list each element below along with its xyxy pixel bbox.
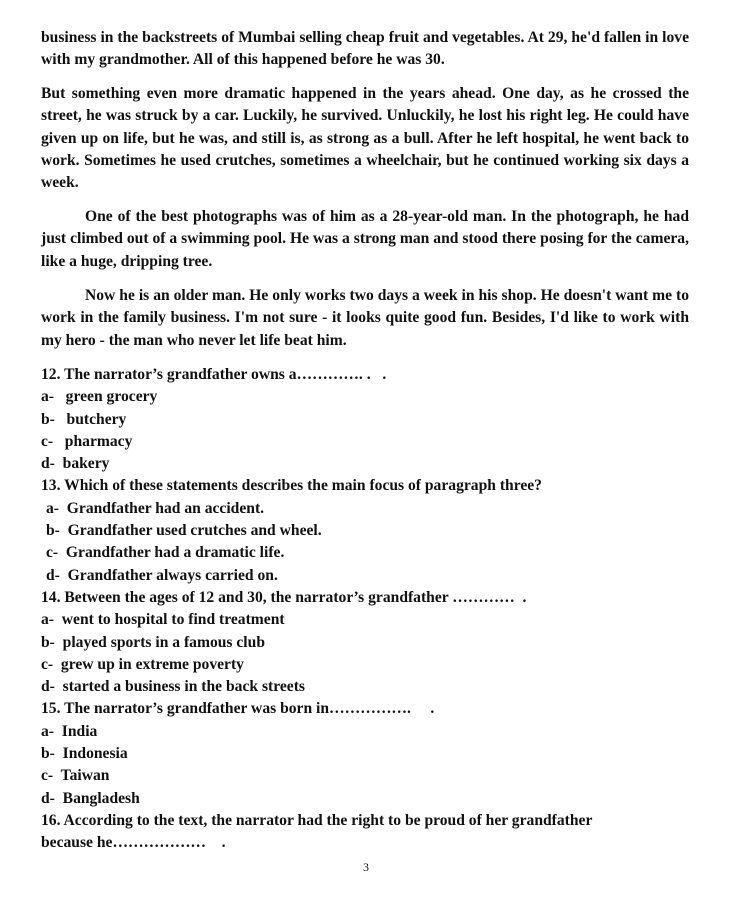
question-12-option-d: d- bakery xyxy=(41,455,110,473)
question-12-option-b: b- butchery xyxy=(41,410,127,428)
question-15-option-d: d- Bangladesh xyxy=(41,789,140,807)
question-14-option-a: a- went to hospital to find treatment xyxy=(41,611,285,629)
paragraph-1: business in the backstreets of Mumbai selling cheap fruit and vegetables. At 29, he'd fallen in love with my grandmother. All of this happened before he was 30. xyxy=(41,29,689,69)
question-13-stem: 13. Which of these statements describes the main focus of paragraph three? xyxy=(41,477,542,495)
question-14-stem: 14. Between the ages of 12 and 30, the narrator’s grandfather ………… . xyxy=(41,588,527,606)
question-12-option-c: c- pharmacy xyxy=(41,432,133,450)
question-15-stem: 15. The narrator’s grandfather was born in……………. . xyxy=(41,700,435,718)
question-14-option-b: b- played sports in a famous club xyxy=(41,633,265,651)
question-14-option-d: d- started a business in the back streets xyxy=(41,678,305,696)
page-number: 3 xyxy=(363,860,369,874)
paragraph-3: One of the best photographs was of him as a 28-year-old man. In the photograph, he had just climbed out of a swimming pool. He was a strong man and stood there posing for the camera, like a huge, dripping tree. xyxy=(41,208,689,270)
paragraph-2: But something even more dramatic happened in the years ahead. One day, as he crossed the street, he was struck by a car. Luckily, he survived. Unluckily, he lost his right leg. He could have given up on life, but he was, and still is, as strong as a bull. After he left hospital, he went back to work. Sometimes he used crutches, sometimes a wheelchair, but he continued working six days a week. xyxy=(41,85,689,192)
question-12-stem: 12. The narrator’s grandfather owns a…………. . . xyxy=(41,366,387,383)
question-16-stem-line-1: 16. According to the text, the narrator had the right to be proud of her grandfather xyxy=(41,811,593,829)
question-15-option-b: b- Indonesia xyxy=(41,745,128,763)
question-13-option-a: a- Grandfather had an accident. xyxy=(46,499,265,517)
question-16-stem-line-2: because he……………… . xyxy=(41,834,226,852)
questions-section xyxy=(41,364,701,855)
question-13-option-b: b- Grandfather used crutches and wheel. xyxy=(46,522,322,540)
question-14-option-c: c- grew up in extreme poverty xyxy=(41,655,244,673)
question-15-option-c: c- Taiwan xyxy=(41,767,110,785)
question-12-option-a: a- green grocery xyxy=(41,388,158,406)
question-13-option-d: d- Grandfather always carried on. xyxy=(46,566,278,584)
paragraph-4: Now he is an older man. He only works two days a week in his shop. He doesn't want me to work in the family business. I'm not sure - it looks quite good fun. Besides, I'd like to work with my hero - the man who never let life beat him. xyxy=(41,287,689,349)
question-15-option-a: a- India xyxy=(41,722,98,740)
question-13-option-c: c- Grandfather had a dramatic life. xyxy=(46,544,285,562)
